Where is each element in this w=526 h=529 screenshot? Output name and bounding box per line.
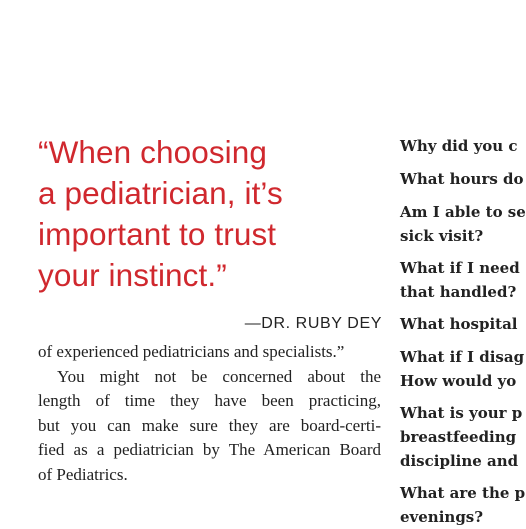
question-line: breastfeeding bbox=[400, 428, 517, 446]
question-line: How would yo bbox=[400, 372, 517, 390]
body-line: fied as a pediatrician by The American Board bbox=[38, 440, 381, 459]
question-item bbox=[400, 134, 518, 158]
question-line: What hospital bbox=[400, 315, 518, 333]
question-line: that handled? bbox=[400, 283, 517, 301]
question-item bbox=[400, 401, 522, 473]
pull-quote-line: a pediatrician, it’s bbox=[38, 175, 283, 211]
question-line: What are the p bbox=[400, 484, 526, 502]
pull-quote-line: important to trust bbox=[38, 216, 277, 252]
questions-column bbox=[400, 0, 526, 526]
body-line: length of time they have been practicing, bbox=[38, 391, 381, 410]
pull-quote-line: your instinct.” bbox=[38, 257, 227, 293]
question-line: What if I need bbox=[400, 259, 520, 277]
body-line: You might not be concerned about the bbox=[57, 366, 381, 386]
question-item bbox=[400, 345, 524, 393]
question-item bbox=[400, 200, 526, 248]
body-line: but you can make sure they are board-certi- bbox=[38, 415, 381, 435]
question-line: Am I able to se bbox=[400, 203, 526, 221]
question-item bbox=[400, 256, 520, 304]
pull-quote bbox=[38, 132, 338, 296]
question-item bbox=[400, 481, 525, 529]
question-line: Why did you c bbox=[400, 137, 518, 155]
pull-quote-line: “When choosing bbox=[38, 134, 268, 170]
question-line: What hours do bbox=[400, 170, 524, 188]
question-line: What is your p bbox=[400, 404, 523, 422]
question-line: sick visit? bbox=[400, 227, 484, 245]
question-item bbox=[400, 312, 518, 336]
question-line: evenings? bbox=[400, 508, 484, 526]
question-line: discipline and bbox=[400, 452, 519, 470]
body-paragraph bbox=[38, 340, 381, 487]
body-line: of Pediatrics. bbox=[38, 464, 128, 484]
body-line: of experienced pediatricians and specialists.” bbox=[38, 342, 345, 361]
question-item bbox=[400, 167, 524, 191]
question-line: What if I disag bbox=[400, 348, 525, 366]
quote-attribution: —DR. RUBY DEY bbox=[244, 315, 382, 332]
